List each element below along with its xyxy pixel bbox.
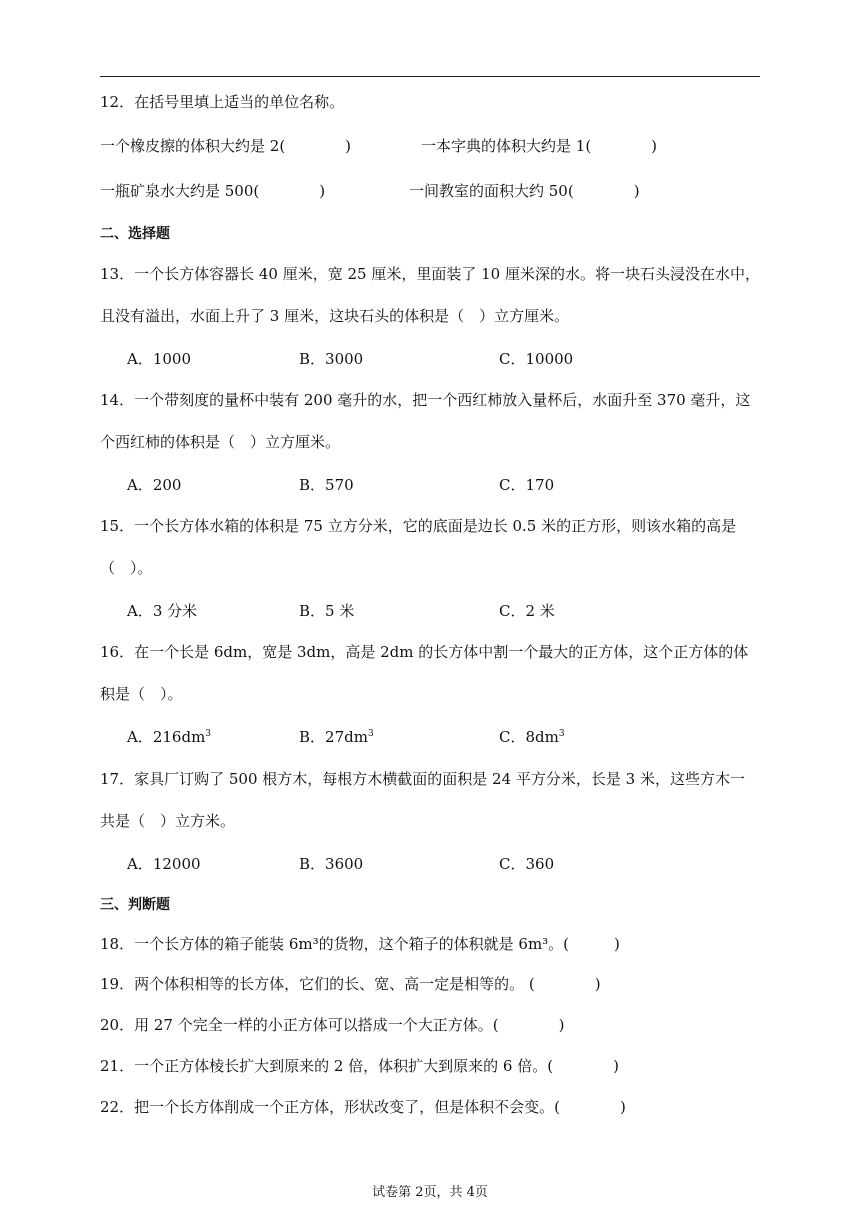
section-judge-heading: 三、判断题 (100, 897, 170, 913)
q17-option-a: A．12000 (127, 855, 201, 873)
q16-line2: 积是（ ）。 (100, 685, 183, 703)
q18-text: 18．一个长方体的箱子能装 6m³的货物，这个箱子的体积就是 6m³。( ) (100, 935, 620, 953)
q13-line2: 且没有溢出，水面上升了 3 厘米，这块石头的体积是（ ）立方厘米。 (100, 307, 570, 325)
q14-line1: 14．一个带刻度的量杯中装有 200 毫升的水，把一个西红柿放入量杯后，水面升至 370 毫升，这 (100, 391, 751, 409)
q17-option-b: B．3600 (299, 855, 364, 873)
q19-text: 19．两个体积相等的长方体，它们的长、宽、高一定是相等的。 ( ) (100, 975, 601, 993)
q17-line2: 共是（ ）立方米。 (100, 812, 236, 830)
q14-line2: 个西红柿的体积是（ ）立方厘米。 (100, 433, 341, 451)
q15-line1: 15．一个长方体水箱的体积是 75 立方分米，它的底面是边长 0.5 米的正方形，则该水箱的高是 (100, 517, 737, 535)
q14-option-c: C．170 (499, 476, 555, 494)
q13-option-b: B．3000 (299, 350, 364, 368)
q12-stem: 12．在括号里填上适当的单位名称。 (100, 93, 345, 111)
q22-text: 22．把一个长方体削成一个正方体，形状改变了，但是体积不会变。( ) (100, 1098, 626, 1116)
q17-line1: 17．家具厂订购了 500 根方木，每根方木横截面的面积是 24 平方分米，长是 3 米，这些方木一 (100, 770, 745, 788)
q21-text: 21．一个正方体棱长扩大到原来的 2 倍，体积扩大到原来的 6 倍。( ) (100, 1057, 619, 1075)
q15-option-a: A．3 分米 (127, 602, 198, 620)
header-rule (100, 76, 760, 77)
q17-option-c: C．360 (499, 855, 555, 873)
q16-option-c: C．$8dm^3$ (499, 728, 565, 746)
q15-line2: （ ）。 (100, 559, 153, 577)
q12-item-c: 一瓶矿泉水大约是 500( ) (100, 182, 326, 200)
q15-option-b: B．5 米 (299, 602, 355, 620)
q16-line1: 16．在一个长是 6dm，宽是 3dm，高是 2dm 的长方体中割一个最大的正方体，这个正方体的体 (100, 643, 749, 661)
page-footer: 试卷第 2页，共 4页 (372, 1185, 488, 1200)
q15-option-c: C．2 米 (499, 602, 555, 620)
q16-option-b: B．$27dm^3$ (299, 728, 374, 746)
q20-text: 20．用 27 个完全一样的小正方体可以搭成一个大正方体。( ) (100, 1016, 565, 1034)
q14-option-a: A．200 (127, 476, 182, 494)
q12-item-d: 一间教室的面积大约 50( ) (409, 182, 640, 200)
q12-item-a: 一个橡皮擦的体积大约是 2( ) (100, 137, 352, 155)
q13-line1: 13．一个长方体容器长 40 厘米，宽 25 厘米，里面装了 10 厘米深的水。将一块石头浸没在水中， (100, 265, 760, 283)
section-choice-heading: 二、选择题 (100, 226, 170, 242)
q13-option-c: C．10000 (499, 350, 574, 368)
q16-option-a: A．$216dm^3$ (127, 728, 212, 746)
q13-option-a: A．1000 (127, 350, 192, 368)
q14-option-b: B．570 (299, 476, 354, 494)
q12-item-b: 一本字典的体积大约是 1( ) (421, 137, 658, 155)
